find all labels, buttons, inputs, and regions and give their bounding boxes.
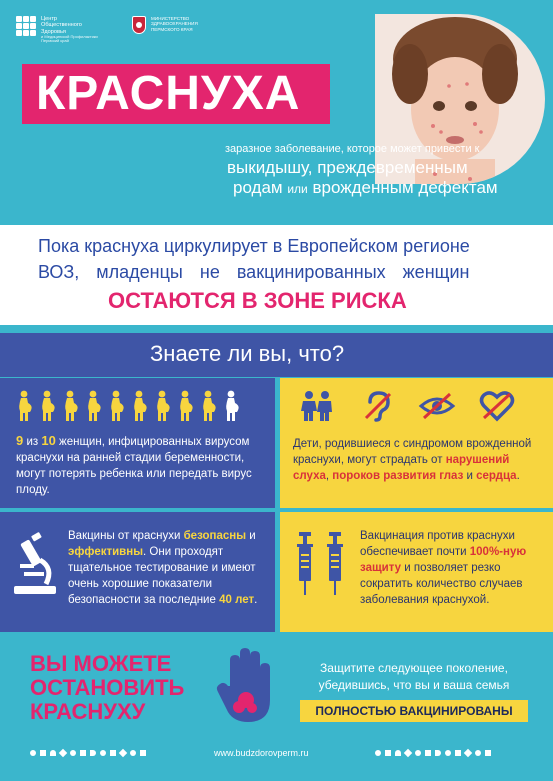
pregnant-woman-icon-healthy <box>222 390 241 422</box>
pregnant-woman-icon <box>153 390 172 422</box>
decorative-dots <box>30 750 146 756</box>
stop-slogan <box>30 652 230 724</box>
children-icon <box>298 390 336 422</box>
panel3-safe: безопасны <box>183 530 247 542</box>
panel2-eyes: пороков развития глаз <box>332 470 464 482</box>
warning-line1: Пока краснуха циркулирует в Европейском регионе <box>38 236 470 256</box>
website-link[interactable]: www.budzdorovperm.ru <box>214 748 309 758</box>
warning-line2: ВОЗ, младенцы не вакцинированных женщин <box>38 262 470 282</box>
stat-nine: 9 <box>16 433 24 448</box>
subtitle-births: родам <box>233 178 283 197</box>
fact-panel-vaccination <box>280 512 553 632</box>
panel3-effective: эффективны <box>68 546 144 558</box>
logo-ministry <box>132 16 242 46</box>
stat-ten: 10 <box>41 433 56 448</box>
logo2-line3: ПЕРМСКОГО КРАЯ <box>151 26 193 32</box>
question-band <box>0 333 553 377</box>
logo1-line4: и Медицинской Профилактики <box>41 33 98 39</box>
pregnant-woman-icon <box>130 390 149 422</box>
hearing-impaired-icon <box>358 390 396 422</box>
logo1-line2: Общественного <box>41 22 82 29</box>
pregnant-woman-icon <box>61 390 80 422</box>
pregnant-woman-icon <box>107 390 126 422</box>
decorative-dots-right <box>375 750 491 756</box>
fact-panel-pregnancy <box>0 378 275 508</box>
page-title: КРАСНУХА <box>36 67 301 120</box>
logo1-line1: Центр <box>41 16 58 22</box>
stop-line3: КРАСНУХУ <box>30 699 146 724</box>
protect-text: Защитите следующее поколение, убедившись, что вы и ваша семья <box>318 661 510 692</box>
fully-vaccinated-badge: ПОЛНОСТЬЮ ВАКЦИНИРОВАНЫ <box>300 700 528 722</box>
logo2-line2: ЗДРАВООХРАНЕНИЯ <box>151 21 198 27</box>
pregnant-women-row <box>15 390 241 422</box>
fact-panel-safety <box>0 512 275 632</box>
title-banner <box>22 64 330 124</box>
stat-from: из <box>26 436 39 448</box>
panel3-text1: Вакцины от краснухи <box>68 530 181 542</box>
broken-heart-icon <box>478 390 516 422</box>
panel2-text: Дети, родившиеся с синдромом врожденной краснухи, могут страдать от <box>293 438 532 466</box>
panel4-text2: и позволяет резко сократить количество случаев заболевания краснухой. <box>360 562 523 606</box>
panel3-end: . <box>254 594 258 606</box>
syringe-icon <box>292 530 352 600</box>
logo-grid-icon <box>16 16 36 36</box>
panel2-heart: сердца <box>476 470 517 482</box>
panel3-and: и <box>249 530 256 542</box>
subtitle-or: или <box>287 182 308 196</box>
subtitle-miscarriage: выкидышу, <box>227 158 313 177</box>
panel2-sep1: , <box>325 470 330 482</box>
crossed-eye-icon <box>418 390 456 422</box>
pregnant-woman-icon <box>176 390 195 422</box>
panel3-forty-years: 40 лет <box>219 594 255 606</box>
panel2-hearing: нарушений слуха <box>293 454 510 482</box>
logo-public-health-center <box>16 16 126 56</box>
panel4-full-protection: 100%-ную защиту <box>360 546 527 574</box>
question-heading: Знаете ли вы, что? <box>150 341 345 366</box>
subtitle-defects: врожденным дефектам <box>312 178 498 197</box>
stop-line2: ОСТАНОВИТЬ <box>30 675 185 700</box>
fact-panel-congenital <box>280 378 553 508</box>
stop-hand-icon <box>216 646 276 728</box>
subtitle-premature: преждевременным <box>317 158 468 177</box>
panel4-text1: Вакцинация против краснухи обеспечивает почти <box>360 530 515 558</box>
pregnant-woman-icon <box>199 390 218 422</box>
panel1-text: женщин, инфицированных вирусом краснухи на ранней стадии беременности, могут потерять ребенка или передать вирус плоду. <box>16 436 252 496</box>
panel2-end: . <box>516 470 520 482</box>
crest-icon <box>132 16 146 34</box>
pregnant-woman-icon <box>38 390 57 422</box>
microscope-icon <box>10 532 60 598</box>
pregnant-woman-icon <box>84 390 103 422</box>
warning-risk: ОСТАЮТСЯ В ЗОНЕ РИСКА <box>108 288 407 313</box>
logo1-line5: Пермский край <box>41 38 69 44</box>
pregnant-woman-icon <box>15 390 34 422</box>
logo2-line1: МИНИСТЕРСТВО <box>151 16 190 21</box>
panel2-and: и <box>466 470 473 482</box>
stop-line1: ВЫ МОЖЕТЕ <box>30 651 172 676</box>
panel3-text3: . Они проходят тщательное тестирование и имеют очень хорошие показатели безопасности за последние <box>68 546 256 606</box>
subtitle-intro: заразное заболевание, которое может привести к <box>225 143 480 155</box>
logo1-line3: Здоровья <box>41 28 66 35</box>
